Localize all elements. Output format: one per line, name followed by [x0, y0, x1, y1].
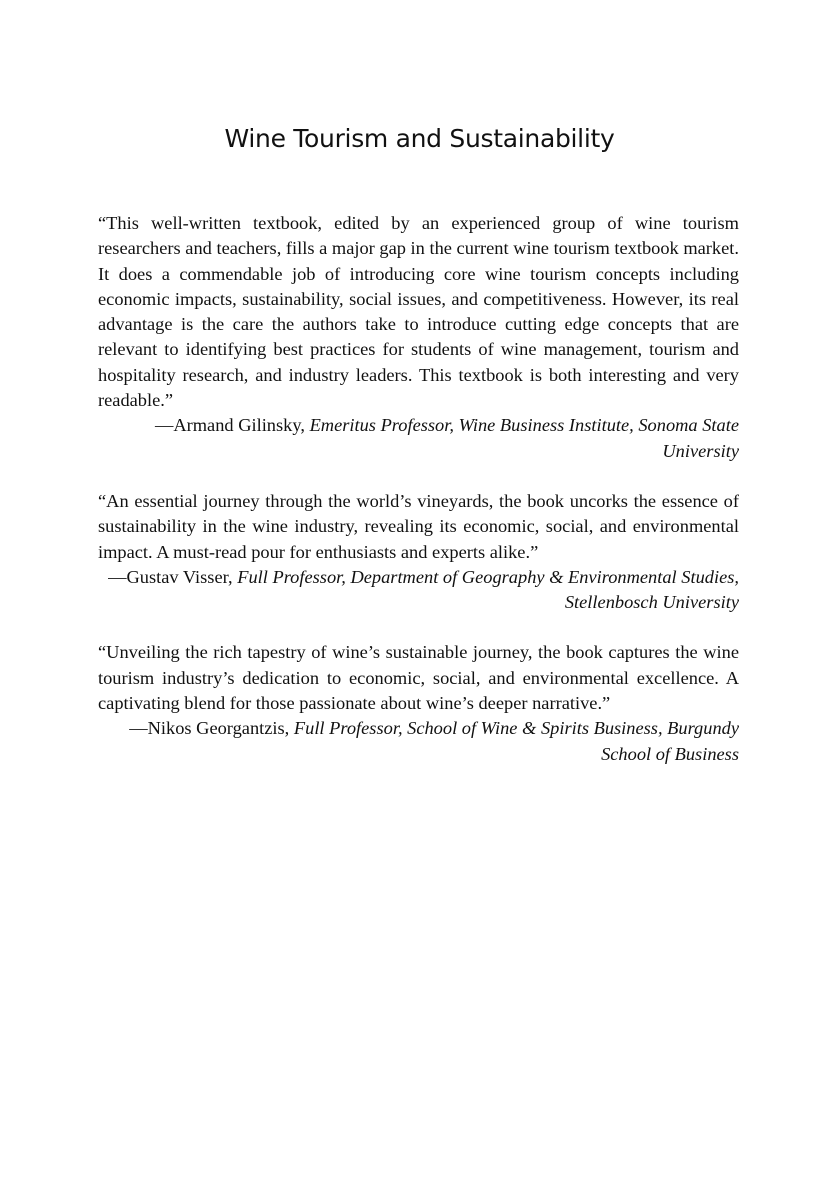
- endorser-name: —Armand Gilinsky,: [154, 415, 305, 436]
- endorser-affiliation: Full Professor, Department of Geography & Environmental Studies, Stellenbosch University: [237, 566, 739, 613]
- endorser-affiliation: Emeritus Professor, Wine Business Institute, Sonoma State University: [309, 415, 739, 461]
- endorsement-1: [98, 211, 739, 464]
- endorsement-quote: “This well-written textbook, edited by an experienced group of wine tourism researchers and teachers, fills a major gap in the current wine tourism textbook market. It does a commendable job of introducing core wine tourism concepts including economic impacts, sustainability, social issues, and competitiveness. However, its real advantage is the care the authors take to introduce cutting edge concepts that are relevant to identifying best practices for students of wine management, tourism and hospitality research, and industry leaders. This textbook is both interesting and very readable.”: [98, 213, 739, 411]
- endorser-affiliation: Full Professor, School of Wine & Spirits Business, Burgundy School of Business: [293, 718, 739, 764]
- endorsement-attribution: [98, 565, 739, 616]
- endorsements-section: [98, 211, 739, 767]
- endorser-name: —Nikos Georgantzis,: [129, 718, 290, 739]
- endorsement-quote: “Unveiling the rich tapestry of wine’s sustainable journey, the book captures the wine tourism industry’s dedication to economic, social, and environmental excellence. A captivating blend for those passionate about wine’s deeper narrative.”: [98, 642, 739, 714]
- endorser-name: —Gustav Visser,: [108, 566, 233, 587]
- endorsement-3: [98, 640, 739, 766]
- page-title: Wine Tourism and Sustainability: [224, 124, 615, 153]
- endorsement-2: [98, 489, 739, 615]
- endorsement-attribution: [98, 413, 739, 464]
- endorsement-attribution: [98, 716, 739, 767]
- endorsement-quote: “An essential journey through the world’s vineyards, the book uncorks the essence of sustainability in the wine industry, revealing its economic, social, and environmental impact. A must-read pour for enthusiasts and experts alike.”: [98, 490, 739, 562]
